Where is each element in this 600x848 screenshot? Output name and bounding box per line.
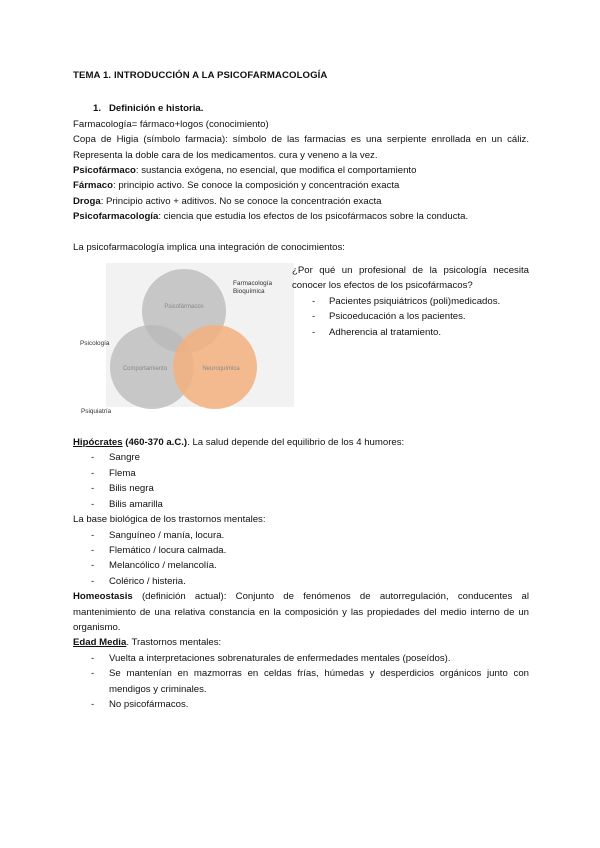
venn-label-left: Comportamiento bbox=[122, 366, 168, 373]
edad-media-term: Edad Media bbox=[73, 637, 127, 649]
label-farmacologia: Farmacología bbox=[233, 280, 273, 288]
section-heading bbox=[93, 101, 529, 116]
venn-label-top: Psicofármacos bbox=[164, 304, 204, 311]
list-item: - Flemático / locura calmada. bbox=[73, 543, 529, 558]
term-farmaco: Fármaco bbox=[73, 180, 113, 192]
def-psicofarmaco bbox=[73, 163, 529, 178]
def-copa: Copa de Higia (símbolo farmacia): símbolo de las farmacias es una serpiente enrollada en un cáliz. Representa la doble cara de los medicamentos. cura y veneno a la vez. bbox=[73, 134, 529, 161]
section-label: Definición e historia. bbox=[109, 103, 204, 115]
why-question: ¿Por qué un profesional de la psicología necesita conocer los efectos de los psicofármacos? bbox=[292, 265, 529, 292]
integracion-text: La psicofarmacología implica una integración de conocimientos: bbox=[73, 241, 345, 253]
label-psicologia: Psicología bbox=[80, 340, 110, 348]
hipocrates-dates: (460-370 a.C.) bbox=[125, 437, 188, 449]
edad-media-list bbox=[73, 651, 529, 713]
list-item: - No psicofármacos. bbox=[73, 697, 529, 712]
text-farmaco: : principio activo. Se conoce la composición y concentración exacta bbox=[113, 180, 400, 192]
text-psicofarmacologia: : ciencia que estudia los efectos de los psicofármacos sobre la conducta. bbox=[158, 211, 469, 223]
base-list bbox=[73, 528, 529, 590]
label-psiquiatria: Psiquiatría bbox=[81, 408, 112, 416]
list-item: - Sanguíneo / manía, locura. bbox=[73, 528, 529, 543]
term-psicofarmacologia: Psicofarmacología bbox=[73, 211, 159, 223]
figure-row bbox=[73, 263, 529, 423]
document-page bbox=[73, 68, 529, 712]
why-list bbox=[292, 294, 529, 340]
term-psicofarmaco: Psicofármaco bbox=[73, 165, 136, 177]
list-item: - Adherencia al tratamiento. bbox=[292, 325, 529, 340]
edad-media-line bbox=[73, 635, 529, 650]
base-intro: La base biológica de los trastornos mentales: bbox=[73, 514, 266, 526]
list-item: - Melancólico / melancolía. bbox=[73, 558, 529, 573]
venn-diagram bbox=[73, 263, 293, 423]
hipocrates-text: . La salud depende del equilibrio de los 4 humores: bbox=[187, 437, 405, 449]
text-psicofarmaco: : sustancia exógena, no esencial, que modifica el comportamiento bbox=[135, 165, 417, 177]
humores-list bbox=[73, 450, 529, 512]
list-item: - Flema bbox=[73, 466, 529, 481]
list-item: - Sangre bbox=[73, 450, 529, 465]
hipocrates-line bbox=[73, 435, 529, 450]
list-item: - Bilis amarilla bbox=[73, 497, 529, 512]
list-item: - Psicoeducación a los pacientes. bbox=[292, 309, 529, 324]
hipocrates-name: Hipócrates bbox=[73, 437, 123, 449]
label-bioquimica: Bioquímica bbox=[233, 288, 265, 296]
section-number: 1. bbox=[93, 103, 102, 115]
list-item: - Vuelta a interpretaciones sobrenaturales de enfermedades mentales (poseídos). bbox=[73, 651, 529, 666]
page-title: TEMA 1. INTRODUCCIÓN A LA PSICOFARMACOLOGÍA bbox=[73, 70, 328, 81]
homeostasis-text: (definición actual): Conjunto de fenómenos de autorregulación, conducentes al mantenimiento de una relativa constancia en la composición y las propiedades del medio interno de un organismo. bbox=[73, 591, 529, 633]
why-block bbox=[292, 263, 529, 340]
venn-label-right: Neuroquímica bbox=[202, 366, 240, 373]
list-item: - Colérico / histeria. bbox=[73, 574, 529, 589]
term-droga: Droga bbox=[73, 195, 101, 207]
homeostasis-term: Homeostasis bbox=[73, 591, 133, 603]
def-psicofarmacologia bbox=[73, 209, 529, 224]
text-droga: : Principio activo + aditivos. No se conoce la concentración exacta bbox=[100, 195, 382, 207]
def-farmaco bbox=[73, 178, 529, 193]
def-farmacologia: Farmacología= fármaco+logos (conocimiento) bbox=[73, 118, 269, 130]
list-item: - Bilis negra bbox=[73, 481, 529, 496]
list-item: - Pacientes psiquiátricos (poli)medicados. bbox=[292, 294, 529, 309]
edad-media-text: . Trastornos mentales: bbox=[126, 637, 222, 649]
list-item: - Se mantenían en mazmorras en celdas frías, húmedas y desperdicios orgánicos junto con mendigos y criminales. bbox=[73, 666, 529, 697]
def-droga bbox=[73, 194, 529, 209]
homeostasis-paragraph bbox=[73, 589, 529, 635]
